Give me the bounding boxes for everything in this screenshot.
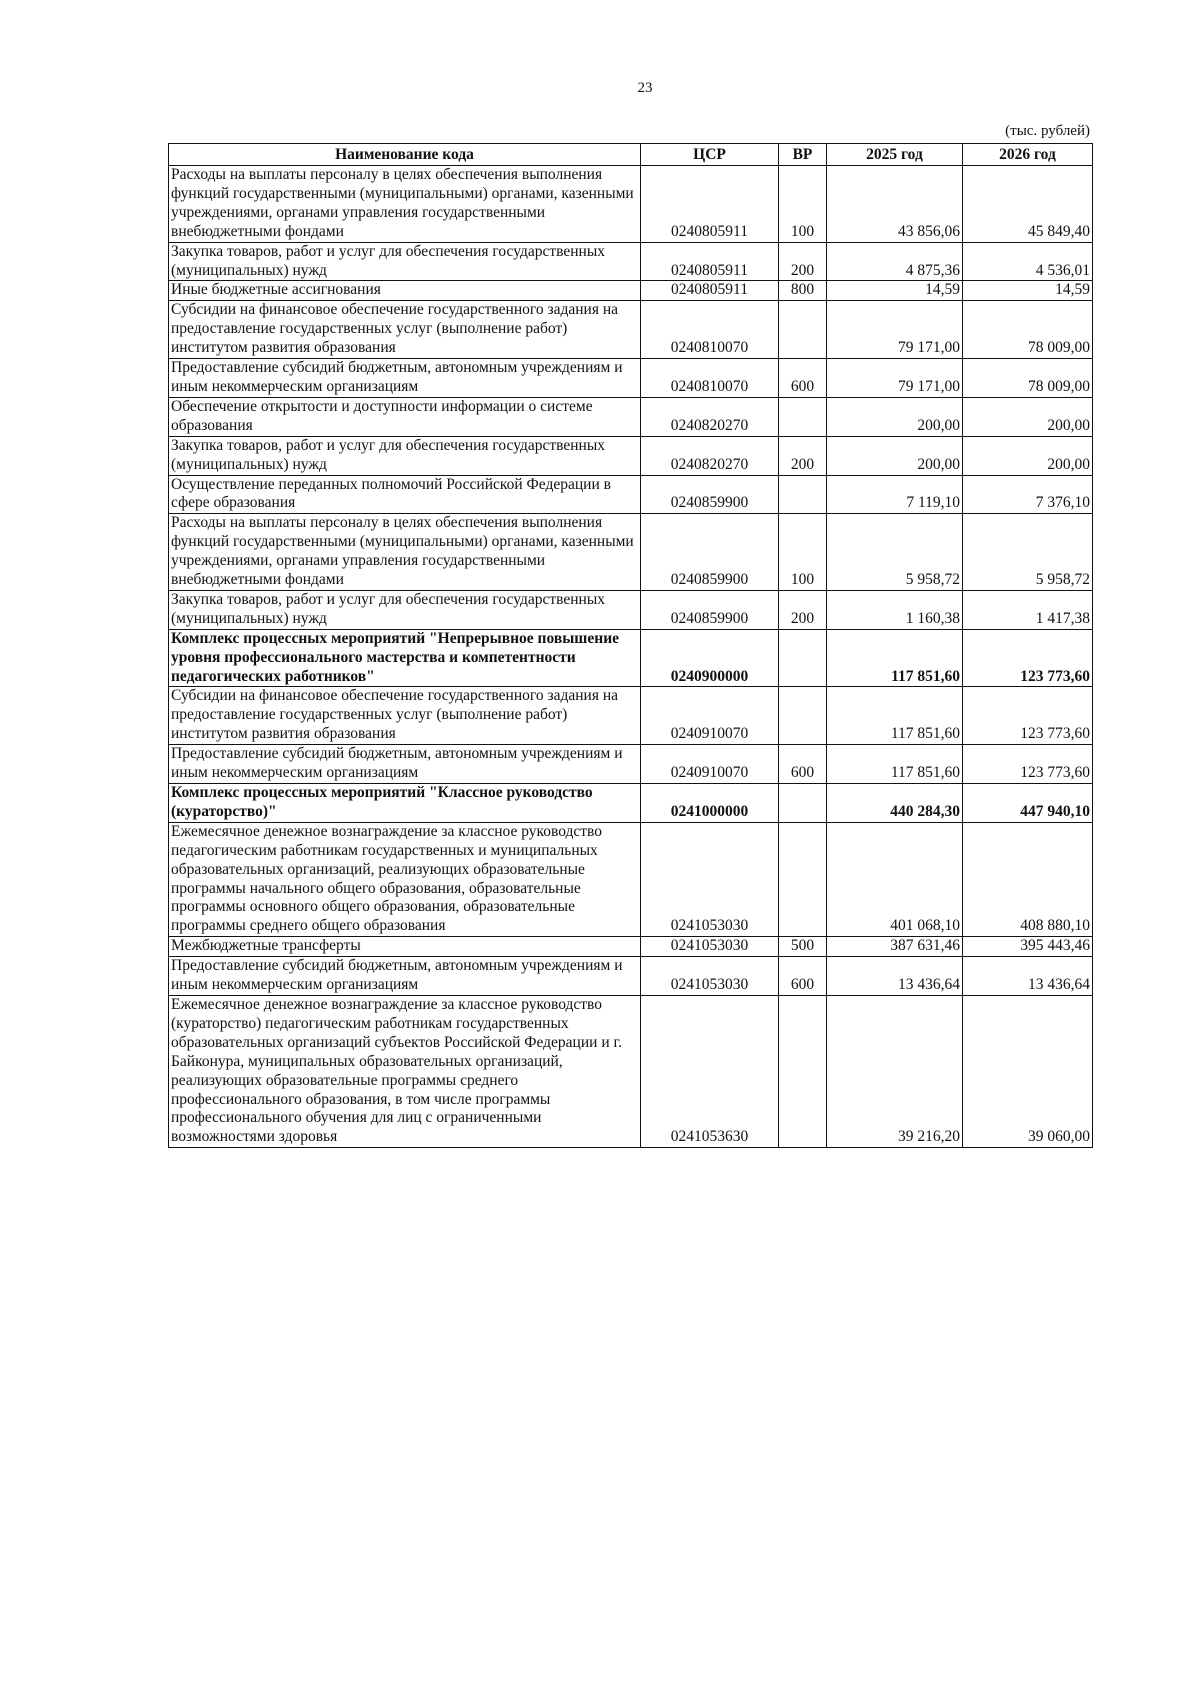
table-row <box>169 957 1093 996</box>
row-csr: 0240805911 <box>641 242 779 281</box>
row-csr: 0241053630 <box>641 995 779 1147</box>
row-2025: 1 160,38 <box>827 590 963 629</box>
row-2025: 200,00 <box>827 397 963 436</box>
row-csr: 0240910070 <box>641 745 779 784</box>
row-vr <box>779 475 827 514</box>
table-row <box>169 745 1093 784</box>
row-2026: 78 009,00 <box>963 359 1093 398</box>
row-csr: 0240859900 <box>641 475 779 514</box>
row-csr: 0241000000 <box>641 784 779 823</box>
table-row <box>169 359 1093 398</box>
table-row <box>169 301 1093 359</box>
page-number: 23 <box>637 80 653 96</box>
table-row <box>169 590 1093 629</box>
row-csr: 0240810070 <box>641 359 779 398</box>
row-2026: 200,00 <box>963 397 1093 436</box>
table-row <box>169 784 1093 823</box>
row-name: Ежемесячное денежное вознаграждение за классное руководство педагогическим работникам государственных и муниципальных образовательных организаций, реализующих образовательные программы начального общего образования, образовательные программы основного общего образования, образовательные программы среднего общего образования <box>169 822 641 936</box>
row-2026: 45 849,40 <box>963 166 1093 243</box>
row-2026: 78 009,00 <box>963 301 1093 359</box>
row-2025: 14,59 <box>827 281 963 301</box>
header-name: Наименование кода <box>169 144 641 166</box>
row-vr: 200 <box>779 590 827 629</box>
header-vr: ВР <box>779 144 827 166</box>
row-csr: 0240810070 <box>641 301 779 359</box>
row-csr: 0240859900 <box>641 514 779 591</box>
table-row <box>169 166 1093 243</box>
row-vr <box>779 629 827 687</box>
row-name: Предоставление субсидий бюджетным, автономным учреждениям и иным некоммерческим организациям <box>169 745 641 784</box>
row-csr: 0241053030 <box>641 822 779 936</box>
row-2025: 117 851,60 <box>827 687 963 745</box>
row-vr: 600 <box>779 957 827 996</box>
row-vr: 600 <box>779 745 827 784</box>
row-vr: 200 <box>779 242 827 281</box>
table-header-row <box>169 144 1093 166</box>
budget-table <box>168 143 1093 1148</box>
row-2026: 123 773,60 <box>963 687 1093 745</box>
row-vr: 200 <box>779 436 827 475</box>
table-row <box>169 281 1093 301</box>
units-label: (тыс. рублей) <box>1005 123 1090 139</box>
row-2025: 117 851,60 <box>827 629 963 687</box>
row-csr: 0240859900 <box>641 590 779 629</box>
row-vr <box>779 687 827 745</box>
row-name: Комплекс процессных мероприятий "Классное руководство (кураторство)" <box>169 784 641 823</box>
table-row <box>169 242 1093 281</box>
row-vr: 800 <box>779 281 827 301</box>
row-2025: 440 284,30 <box>827 784 963 823</box>
row-name: Закупка товаров, работ и услуг для обеспечения государственных (муниципальных) нужд <box>169 436 641 475</box>
row-name: Предоставление субсидий бюджетным, автономным учреждениям и иным некоммерческим организациям <box>169 957 641 996</box>
row-2026: 5 958,72 <box>963 514 1093 591</box>
row-2025: 79 171,00 <box>827 301 963 359</box>
row-vr <box>779 301 827 359</box>
row-name: Расходы на выплаты персоналу в целях обеспечения выполнения функций государственными (муниципальными) органами, казенными учреждениями, органами управления государственными внебюджетными фондами <box>169 166 641 243</box>
table-row <box>169 687 1093 745</box>
row-vr <box>779 397 827 436</box>
row-2025: 401 068,10 <box>827 822 963 936</box>
row-2026: 1 417,38 <box>963 590 1093 629</box>
header-2025: 2025 год <box>827 144 963 166</box>
row-2026: 447 940,10 <box>963 784 1093 823</box>
row-name: Комплекс процессных мероприятий "Непрерывное повышение уровня профессионального мастерства и компетентности педагогических работников" <box>169 629 641 687</box>
row-2025: 39 216,20 <box>827 995 963 1147</box>
table-row <box>169 822 1093 936</box>
row-vr <box>779 822 827 936</box>
row-csr: 0241053030 <box>641 957 779 996</box>
row-2025: 43 856,06 <box>827 166 963 243</box>
table-row <box>169 937 1093 957</box>
row-2025: 79 171,00 <box>827 359 963 398</box>
row-name: Субсидии на финансовое обеспечение государственного задания на предоставление государственных услуг (выполнение работ) институтом развития образования <box>169 687 641 745</box>
row-name: Ежемесячное денежное вознаграждение за классное руководство (кураторство) педагогическим работникам государственных образовательных организаций субъектов Российской Федерации и г. Байконура, муниципальных образовательных организаций, реализующих образовательные программы среднего профессионального образования, в том числе программы профессионального обучения для лиц с ограниченными возможностями здоровья <box>169 995 641 1147</box>
row-2026: 14,59 <box>963 281 1093 301</box>
row-2026: 7 376,10 <box>963 475 1093 514</box>
row-name: Закупка товаров, работ и услуг для обеспечения государственных (муниципальных) нужд <box>169 242 641 281</box>
table-row <box>169 397 1093 436</box>
table-row <box>169 995 1093 1147</box>
row-csr: 0240900000 <box>641 629 779 687</box>
row-2026: 13 436,64 <box>963 957 1093 996</box>
row-csr: 0240910070 <box>641 687 779 745</box>
row-2026: 123 773,60 <box>963 629 1093 687</box>
row-csr: 0240805911 <box>641 166 779 243</box>
row-vr: 500 <box>779 937 827 957</box>
row-2025: 4 875,36 <box>827 242 963 281</box>
row-2025: 200,00 <box>827 436 963 475</box>
row-2025: 387 631,46 <box>827 937 963 957</box>
row-vr: 100 <box>779 166 827 243</box>
table-row <box>169 514 1093 591</box>
row-name: Межбюджетные трансферты <box>169 937 641 957</box>
table-row <box>169 436 1093 475</box>
header-csr: ЦСР <box>641 144 779 166</box>
table-row <box>169 475 1093 514</box>
row-2025: 13 436,64 <box>827 957 963 996</box>
row-csr: 0240820270 <box>641 397 779 436</box>
row-name: Предоставление субсидий бюджетным, автономным учреждениям и иным некоммерческим организациям <box>169 359 641 398</box>
row-2025: 117 851,60 <box>827 745 963 784</box>
row-2026: 395 443,46 <box>963 937 1093 957</box>
row-2026: 123 773,60 <box>963 745 1093 784</box>
row-name: Закупка товаров, работ и услуг для обеспечения государственных (муниципальных) нужд <box>169 590 641 629</box>
row-vr: 600 <box>779 359 827 398</box>
row-name: Осуществление переданных полномочий Российской Федерации в сфере образования <box>169 475 641 514</box>
row-name: Обеспечение открытости и доступности информации о системе образования <box>169 397 641 436</box>
row-name: Иные бюджетные ассигнования <box>169 281 641 301</box>
row-csr: 0240820270 <box>641 436 779 475</box>
row-2026: 408 880,10 <box>963 822 1093 936</box>
row-csr: 0240805911 <box>641 281 779 301</box>
row-vr <box>779 784 827 823</box>
row-csr: 0241053030 <box>641 937 779 957</box>
header-2026: 2026 год <box>963 144 1093 166</box>
row-2026: 39 060,00 <box>963 995 1093 1147</box>
row-vr <box>779 995 827 1147</box>
row-2026: 4 536,01 <box>963 242 1093 281</box>
row-name: Субсидии на финансовое обеспечение государственного задания на предоставление государственных услуг (выполнение работ) институтом развития образования <box>169 301 641 359</box>
row-2026: 200,00 <box>963 436 1093 475</box>
row-2025: 7 119,10 <box>827 475 963 514</box>
row-vr: 100 <box>779 514 827 591</box>
row-name: Расходы на выплаты персоналу в целях обеспечения выполнения функций государственными (муниципальными) органами, казенными учреждениями, органами управления государственными внебюджетными фондами <box>169 514 641 591</box>
row-2025: 5 958,72 <box>827 514 963 591</box>
table-row <box>169 629 1093 687</box>
